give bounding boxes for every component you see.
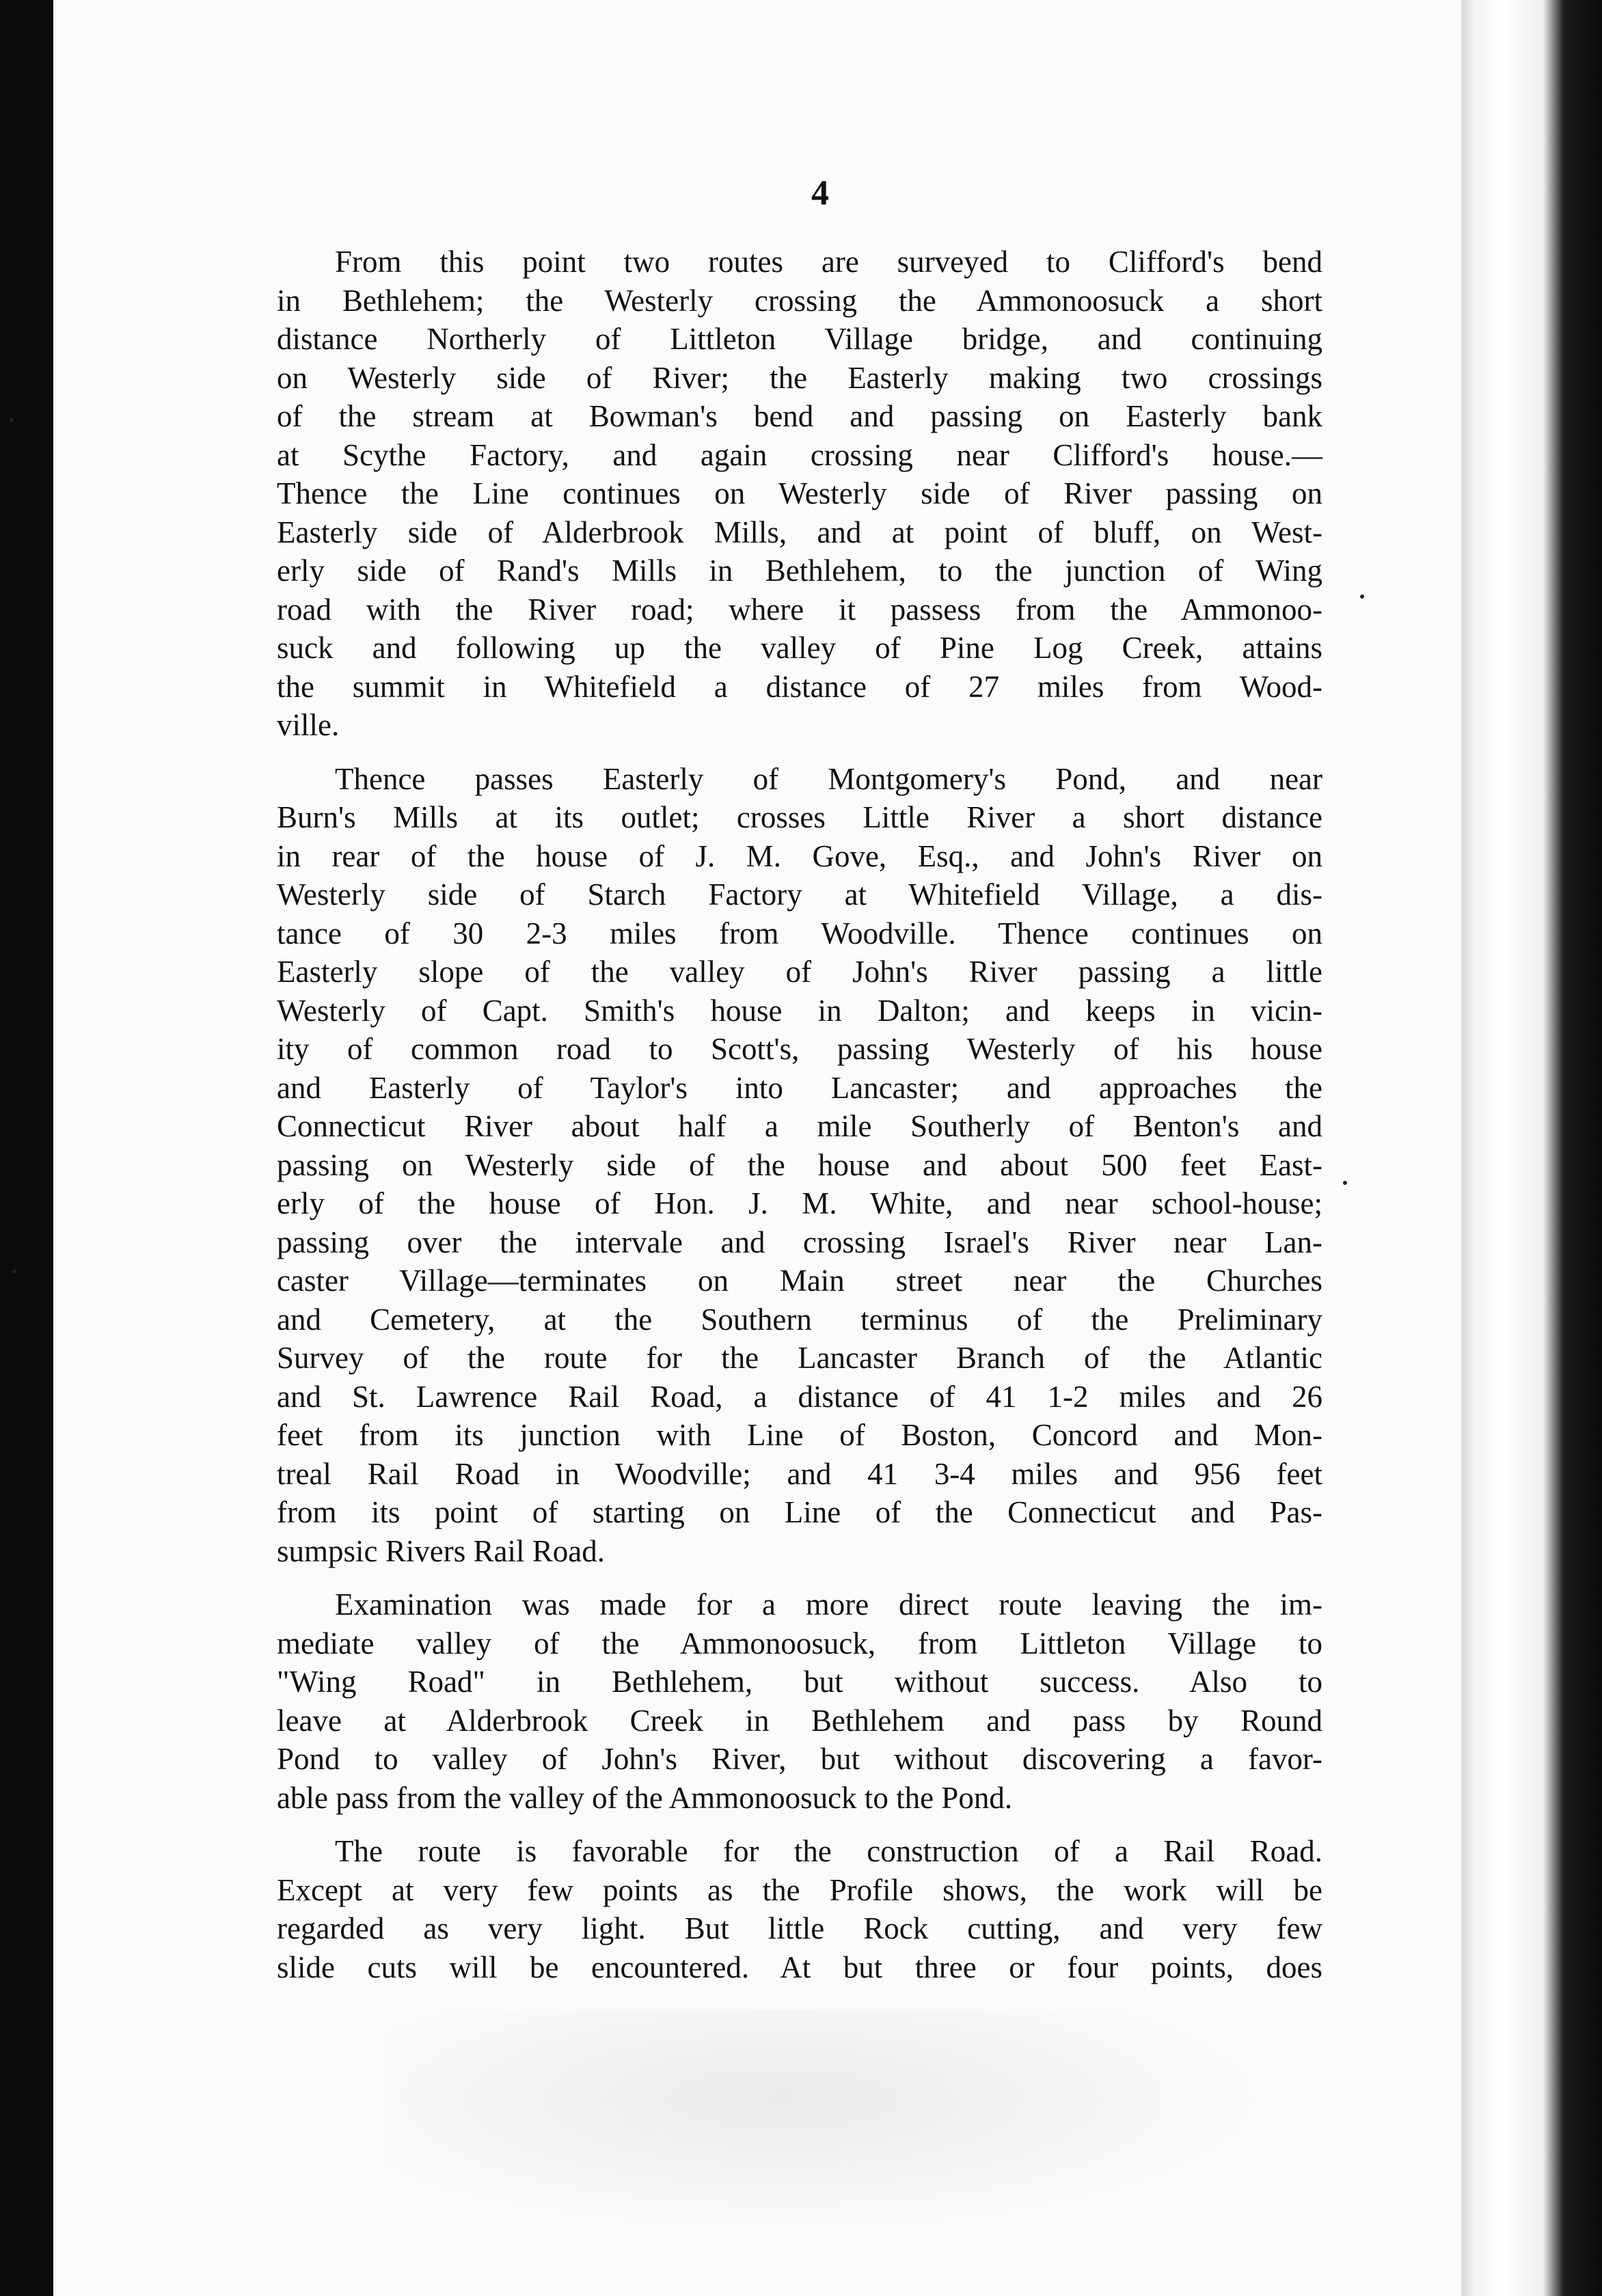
text-line: passing on Westerly side of the house and about 500 feet East- bbox=[277, 1147, 1322, 1182]
text-line: in rear of the house of J. M. Gove, Esq., and John's River on bbox=[277, 838, 1322, 873]
page-number: 4 bbox=[811, 174, 829, 213]
paragraph-2 bbox=[277, 760, 1322, 1571]
text-line: "Wing Road" in Bethlehem, but without success. Also to bbox=[277, 1665, 1322, 1699]
text-line: Examination was made for a more direct route leaving the im- bbox=[335, 1587, 1322, 1622]
text-line: passing over the intervale and crossing Israel's River near Lan- bbox=[277, 1225, 1322, 1259]
paragraph-4 bbox=[277, 1832, 1322, 1986]
text-line: able pass from the valley of the Ammonoosuck to the Pond. bbox=[277, 1780, 1013, 1815]
text-line: and Easterly of Taylor's into Lancaster; and approaches the bbox=[277, 1070, 1322, 1105]
text-line: at Scythe Factory, and again crossing near Clifford's house.— bbox=[277, 437, 1322, 472]
text-line: Burn's Mills at its outlet; crosses Little River a short distance bbox=[277, 800, 1322, 834]
text-line: The route is favorable for the construction of a Rail Road. bbox=[335, 1834, 1322, 1868]
text-line: Easterly slope of the valley of John's River passing a little bbox=[277, 955, 1322, 989]
scan-speck bbox=[10, 418, 14, 422]
text-line: Westerly side of Starch Factory at Whitefield Village, a dis- bbox=[277, 877, 1322, 912]
text-line: Except at very few points as the Profile shows, the work will be bbox=[277, 1872, 1322, 1907]
text-line: Connecticut River about half a mile Southerly of Benton's and bbox=[277, 1109, 1322, 1143]
text-line: in Bethlehem; the Westerly crossing the Ammonoosuck a short bbox=[277, 283, 1322, 318]
text-line: from its point of starting on Line of the Connecticut and Pas- bbox=[277, 1495, 1322, 1529]
body-text bbox=[277, 174, 1322, 2001]
text-line: leave at Alderbrook Creek in Bethlehem and pass by Round bbox=[277, 1703, 1322, 1738]
text-line: tance of 30 2-3 miles from Woodville. Thence continues on bbox=[277, 916, 1322, 951]
text-line: the summit in Whitefield a distance of 27 miles from Wood- bbox=[277, 669, 1322, 704]
scan-speck bbox=[1360, 594, 1364, 599]
text-line: Easterly side of Alderbrook Mills, and at point of bluff, on West- bbox=[277, 515, 1322, 549]
text-line: Thence the Line continues on Westerly side of River passing on bbox=[277, 476, 1322, 510]
text-line: From this point two routes are surveyed to Clifford's bend bbox=[335, 245, 1322, 279]
text-line: distance Northerly of Littleton Village bridge, and continuing bbox=[277, 322, 1322, 356]
text-line: feet from its junction with Line of Boston, Concord and Mon- bbox=[277, 1418, 1322, 1452]
text-line: caster Village—terminates on Main street near the Churches bbox=[277, 1263, 1322, 1298]
text-line: mediate valley of the Ammonoosuck, from Littleton Village to bbox=[277, 1626, 1322, 1660]
text-line: treal Rail Road in Woodville; and 41 3-4 miles and 956 feet bbox=[277, 1456, 1322, 1491]
text-line: road with the River road; where it passess from the Ammonoo- bbox=[277, 592, 1322, 627]
text-line: Survey of the route for the Lancaster Branch of the Atlantic bbox=[277, 1341, 1322, 1375]
text-line: on Westerly side of River; the Easterly making two crossings bbox=[277, 360, 1322, 395]
text-line: sumpsic Rivers Rail Road. bbox=[277, 1533, 605, 1568]
scan-speck bbox=[12, 1270, 16, 1274]
text-line: regarded as very light. But little Rock cutting, and very few bbox=[277, 1911, 1322, 1945]
text-line: and St. Lawrence Rail Road, a distance of 41 1-2 miles and 26 bbox=[277, 1379, 1322, 1414]
text-line: and Cemetery, at the Southern terminus of the Preliminary bbox=[277, 1302, 1322, 1337]
text-line: Pond to valley of John's River, but without discovering a favor- bbox=[277, 1742, 1322, 1776]
text-line: ity of common road to Scott's, passing Westerly of his house bbox=[277, 1032, 1322, 1066]
paragraph-1 bbox=[277, 243, 1322, 745]
text-line: ville. bbox=[277, 708, 340, 742]
text-line: Thence passes Easterly of Montgomery's Pond, and near bbox=[335, 761, 1322, 796]
text-line: erly of the house of Hon. J. M. White, and near school-house; bbox=[277, 1186, 1322, 1220]
paragraph-3 bbox=[277, 1585, 1322, 1817]
text-line: slide cuts will be encountered. At but three or four points, does bbox=[277, 1950, 1322, 1984]
page-edge bbox=[1461, 0, 1602, 2296]
stain-mark bbox=[383, 2009, 1271, 2234]
text-line: of the stream at Bowman's bend and passing on Easterly bank bbox=[277, 399, 1322, 433]
scan-speck bbox=[1343, 1181, 1347, 1185]
text-line: erly side of Rand's Mills in Bethlehem, to the junction of Wing bbox=[277, 554, 1322, 588]
text-line: Westerly of Capt. Smith's house in Dalton; and keeps in vicin- bbox=[277, 993, 1322, 1028]
text-line: suck and following up the valley of Pine Log Creek, attains bbox=[277, 631, 1322, 665]
